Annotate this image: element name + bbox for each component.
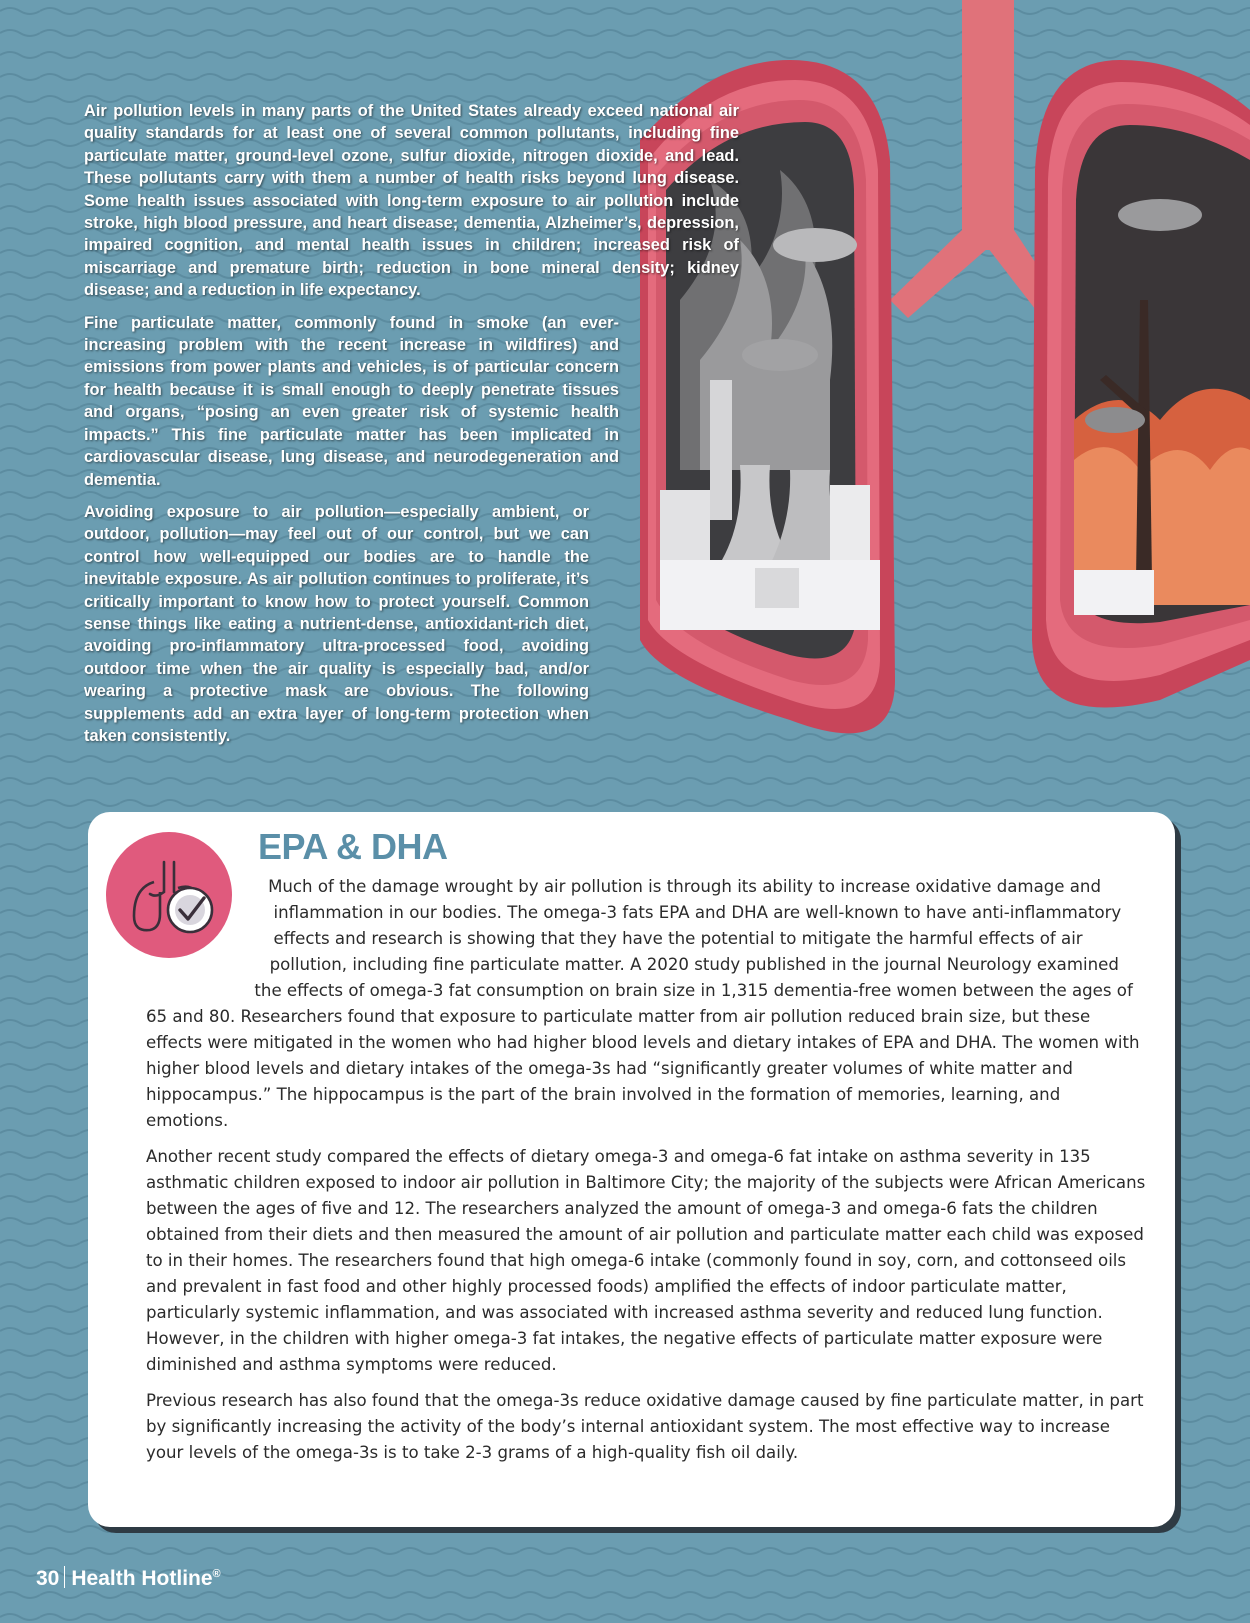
intro-text-block xyxy=(84,100,744,757)
epa-dha-card xyxy=(88,812,1175,1527)
page-footer xyxy=(36,1566,221,1591)
footer-divider xyxy=(64,1566,65,1588)
section-heading: EPA & DHA xyxy=(258,826,448,867)
intro-paragraph: Air pollution levels in many parts of the United States already exceed national air quality standards for at least one of several common pollutants, including fine particulate matter, ground-level ozone, sulfur dioxide, nitrogen dioxide, and lead. These pollutants carry with them a number of health risks beyond lung disease. Some health issues associated with long-term exposure to air pollution include stroke, high blood pressure, and heart disease; dementia, Alzheimer’s, depression, impaired cognition, and mental health issues in children; increased risk of miscarriage and premature birth; reduction in bone mineral density; kidney disease; and a reduction in life expectancy. xyxy=(84,102,739,300)
publication-name: Health Hotline xyxy=(71,1567,213,1590)
section-body xyxy=(146,874,1146,1476)
intro-paragraph: Avoiding exposure to air pollution—especially ambient, or outdoor, pollution—may feel out of our control, but we can control how well-equipped our bodies are to handle the inevitable exposure. As air pollution continues to proliferate, it’s critically important to know how to protect yourself. Common sense things like eating a nutrient-dense, antioxidant-rich diet, avoiding pro-inflammatory ultra-processed food, avoiding outdoor time when the air quality is especially bad, and/or wearing a protective mask are obvious. The following supplements add an extra layer of long-term protection when taken consistently. xyxy=(84,502,589,745)
intro-paragraph: Fine particulate matter, commonly found in smoke (an ever-increasing problem with the recent increase in wildfires) and emissions from power plants and vehicles, is of particular concern for health because it is small enough to deeply penetrate tissues and organs, “posing an even greater risk of systemic health impacts.” This fine particulate matter has been implicated in cardiovascular disease, lung disease, and neurodegeneration and dementia. xyxy=(84,313,619,489)
section-paragraph: Previous research has also found that the omega-3s reduce oxidative damage caused by fine particulate matter, in part by significantly increasing the activity of the body’s internal antioxidant system. The most effective way to increase your levels of the omega-3s is to take 2-3 grams of a high-quality fish oil daily. xyxy=(146,1391,1144,1462)
registered-mark: ® xyxy=(212,1568,221,1580)
page-number: 30 xyxy=(36,1567,60,1590)
section-paragraph: Another recent study compared the effects of dietary omega-3 and omega-6 fat intake on asthma severity in 135 asthmatic children exposed to indoor air pollution in Baltimore City; the majority of the subjects were African Americans between the ages of five and 12. The researchers analyzed the amount of omega-3 and omega-6 fats the children obtained from their diets and then measured the amount of air pollution and particulate matter each child was exposed to in their homes. The researchers found that high omega-6 intake (commonly found in soy, corn, and cottonseed oils and prevalent in fast food and other highly processed foods) amplified the effects of indoor particulate matter, particularly systemic inflammation, and was associated with increased asthma severity and reduced lung function. However, in the children with higher omega-3 fat intakes, the negative effects of particulate matter exposure were diminished and asthma symptoms were reduced. xyxy=(146,1147,1146,1374)
section-paragraph: Much of the damage wrought by air pollution is through its ability to increase oxidative damage and inflammation in our bodies. The omega-3 fats EPA and DHA are well-known to have anti-inflammatory effects and research is showing that they have the potential to mitigate the harmful effects of air pollution, including fine particulate matter. A 2020 study published in the journal Neurology examined the effects of omega-3 fat consumption on brain size in 1,315 dementia-free women between the ages of 65 and 80. Researchers found that exposure to particulate matter from air pollution reduced brain size, but these effects were mitigated in the women who had higher blood levels and dietary intakes of EPA and DHA. The women with higher blood levels and dietary intakes of the omega-3s had “significantly greater volumes of white matter and hippocampus.” The hippocampus is the part of the brain involved in the formation of memories, learning, and emotions. xyxy=(146,877,1140,1130)
